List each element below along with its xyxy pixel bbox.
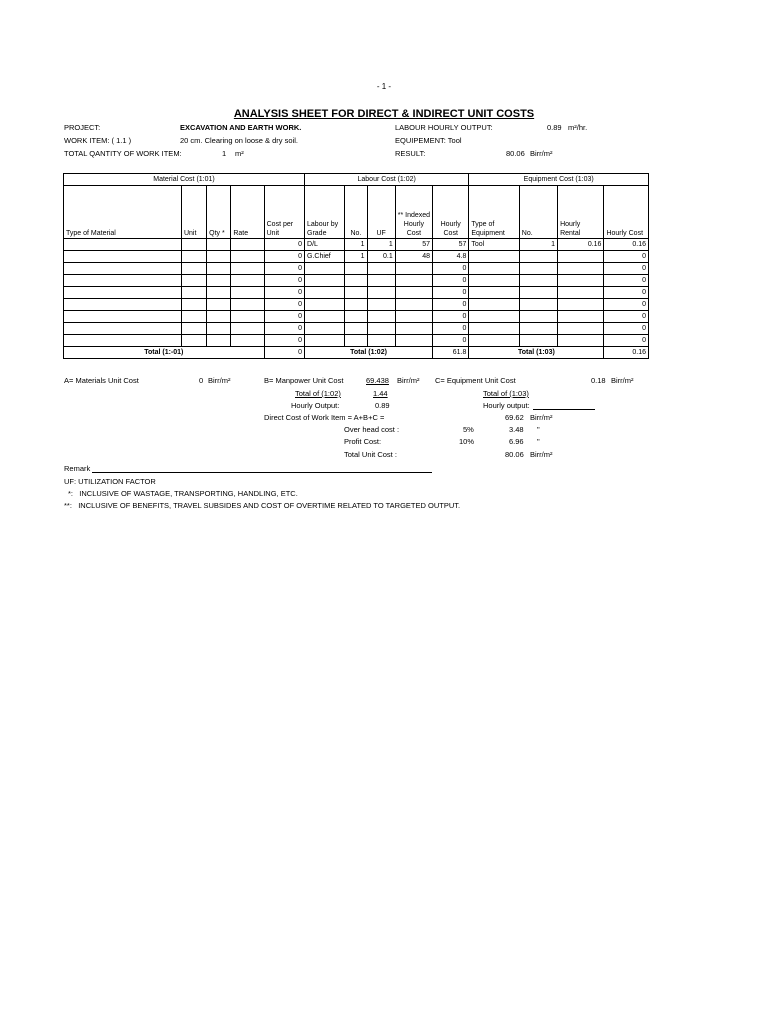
uf-cell [367,323,395,335]
labour-total-value: 61.8 [433,347,469,359]
labour-no-cell [345,323,367,335]
equipment-type-cell [469,263,519,275]
unit-cell [181,251,206,263]
unit-cell [181,287,206,299]
labour-grade-cell [305,287,345,299]
qty-cell [207,311,231,323]
labour-grade-cell [305,299,345,311]
project-value: EXCAVATION AND EARTH WORK. [180,123,302,132]
labour-output-value: 0.89 [547,123,562,132]
cost-per-unit-cell: 0 [264,275,304,287]
direct-cost-unit: Birr/m² [530,413,553,422]
hourly-rental-cell [558,251,604,263]
material-cell [64,275,182,287]
cost-per-unit-cell: 0 [264,299,304,311]
cost-per-unit-cell: 0 [264,335,304,347]
indexed-hourly-cost-cell [395,323,432,335]
unit-cell [181,275,206,287]
material-cell [64,263,182,275]
col-type-of-material: Type of Material [64,186,182,239]
labour-grade-cell [305,275,345,287]
col-hourly-rental: Hourly Rental [558,186,604,239]
direct-cost-label: Direct Cost of Work Item = A+B+C = [264,413,385,422]
table-row [64,275,649,287]
col-equipment-hourly-cost: Hourly Cost [604,186,649,239]
page-number: - 1 - [376,82,392,91]
unit-cell [181,323,206,335]
equipment-cost-section: Equipment Cost (1:03) [469,174,649,186]
col-rate: Rate [231,186,264,239]
result-label: RESULT: [395,149,426,158]
total-103-label: Total of (1:03) [483,389,529,398]
hourly-cost-cell: 0 [433,287,469,299]
hourly-cost-cell: 0 [433,299,469,311]
b-value: 69.438 [366,376,389,385]
section-header-row [64,174,649,186]
a-label: A= Materials Unit Cost [64,376,139,385]
indexed-hourly-cost-cell: 57 [395,239,432,251]
hourly-rental-cell: 0.16 [558,239,604,251]
a-value: 0 [199,376,204,385]
equipment-hourly-cost-cell: 0 [604,299,649,311]
equipment-hourly-cost-cell: 0 [604,287,649,299]
equipment-no-cell [519,335,557,347]
rate-cell [231,299,264,311]
note-2-key: **: [64,501,72,510]
profit-label: Profit Cost: [344,437,382,446]
table-row [64,263,649,275]
direct-cost-value: 69.62 [505,413,524,422]
equipment-no-cell [519,251,557,263]
hourly-output-blank-line [533,402,595,410]
hourly-cost-cell: 4.8 [433,251,469,263]
qty-cell [207,239,231,251]
qty-cell [207,263,231,275]
table-row [64,287,649,299]
rate-cell [231,239,264,251]
equipment-type-cell [469,275,519,287]
rate-cell [231,251,264,263]
hourly-cost-cell: 0 [433,263,469,275]
hourly-output-label: Hourly Output: [291,401,340,410]
table-body [64,239,649,347]
total-qty-label: TOTAL QANTITY OF WORK ITEM: [64,149,182,158]
equipment-no-cell [519,275,557,287]
labour-total-label: Total (1:02) [305,347,433,359]
hourly-cost-cell: 0 [433,275,469,287]
overhead-value: 3.48 [509,425,524,434]
hourly-rental-cell [558,323,604,335]
equipment-total-value: 0.16 [604,347,649,359]
col-uf: UF [367,186,395,239]
rate-cell [231,311,264,323]
uf-cell [367,311,395,323]
overhead-label: Over head cost : [344,425,400,434]
material-cost-section: Material Cost (1:01) [64,174,305,186]
cost-per-unit-cell: 0 [264,323,304,335]
indexed-hourly-cost-cell [395,275,432,287]
total-qty-value: 1 [222,149,227,158]
equipment-type-cell [469,335,519,347]
title-text: ANALYSIS SHEET FOR DIRECT & INDIRECT UNIT COSTS [233,108,535,120]
total-102-value: 1.44 [373,389,388,398]
labour-cost-section: Labour Cost (1:02) [305,174,469,186]
material-cell [64,251,182,263]
equipment-hourly-cost-cell: 0 [604,311,649,323]
equipment-hourly-cost-cell: 0 [604,323,649,335]
qty-cell [207,287,231,299]
qty-cell [207,335,231,347]
uf-cell [367,335,395,347]
col-no: No. [345,186,367,239]
note-2 [64,501,460,510]
equipment-no-cell [519,263,557,275]
col-equipment-no: No. [519,186,557,239]
page-title [0,108,768,120]
labour-no-cell: 1 [345,239,367,251]
labour-output-label: LABOUR HOURLY OUTPUT: [395,123,493,132]
equipment-type-cell [469,311,519,323]
equipment-type-cell: Tool [469,239,519,251]
b-unit: Birr/m² [397,376,420,385]
unit-cell [181,239,206,251]
labour-grade-cell [305,311,345,323]
hourly-cost-cell: 57 [433,239,469,251]
cost-per-unit-cell: 0 [264,287,304,299]
unit-cell [181,335,206,347]
equipment-no-cell: 1 [519,239,557,251]
hourly-rental-cell [558,275,604,287]
table-row [64,239,649,251]
labour-no-cell [345,311,367,323]
uf-cell [367,263,395,275]
equipment-hourly-cost-cell: 0 [604,263,649,275]
col-indexed-hourly-cost: ** Indexed Hourly Cost [395,186,432,239]
cost-per-unit-cell: 0 [264,311,304,323]
rate-cell [231,275,264,287]
a-unit: Birr/m² [208,376,231,385]
equipment-type-cell [469,299,519,311]
labour-no-cell [345,299,367,311]
rate-cell [231,323,264,335]
equipment-no-cell [519,323,557,335]
hourly-rental-cell [558,299,604,311]
table-row [64,335,649,347]
indexed-hourly-cost-cell: 48 [395,251,432,263]
labour-grade-cell: D/L [305,239,345,251]
column-header-row [64,186,649,239]
b-label: B= Manpower Unit Cost [264,376,344,385]
labour-output-unit: m²/hr. [568,123,588,132]
material-total-label: Total (1:-01) [64,347,265,359]
note-2-text: INCLUSIVE OF BENEFITS, TRAVEL SUBSIDES AND COST OF OVERTIME RELATED TO TARGETED OUTPUT. [78,501,461,510]
labour-no-cell: 1 [345,251,367,263]
work-item-label: WORK ITEM: ( 1.1 ) [64,136,132,145]
cost-analysis-table [63,173,649,359]
note-1 [68,489,298,498]
equipment-type-cell [469,287,519,299]
col-qty: Qty * [207,186,231,239]
col-type-of-equipment: Type of Equipment [469,186,519,239]
remark-line [92,465,432,473]
total-unit-unit: Birr/m² [530,450,553,459]
hourly-rental-cell [558,311,604,323]
work-item-value: 20 cm. Clearing on loose & dry soil. [180,136,298,145]
qty-cell [207,323,231,335]
labour-grade-cell [305,335,345,347]
uf-cell [367,299,395,311]
profit-unit: " [537,437,540,446]
equipment-hourly-cost-cell: 0 [604,251,649,263]
hourly-cost-cell: 0 [433,311,469,323]
equipment-hourly-cost-cell: 0 [604,335,649,347]
uf-cell: 0.1 [367,251,395,263]
hourly-cost-cell: 0 [433,335,469,347]
labour-no-cell [345,287,367,299]
uf-note: UF: UTILIZATION FACTOR [64,477,156,486]
hourly-output-2 [483,401,595,410]
total-qty-unit: m² [235,149,244,158]
col-cost-per-unit: Cost per Unit [264,186,304,239]
qty-cell [207,251,231,263]
hourly-rental-cell [558,263,604,275]
total-unit-label: Total Unit Cost : [344,450,397,459]
project-label: PROJECT: [64,123,101,132]
material-cell [64,299,182,311]
indexed-hourly-cost-cell [395,263,432,275]
equipment-hourly-cost-cell: 0.16 [604,239,649,251]
uf-cell [367,275,395,287]
material-cell [64,311,182,323]
total-102-label: Total of (1:02) [295,389,341,398]
equipment-label: EQUIPEMENT: Tool [395,136,462,145]
indexed-hourly-cost-cell [395,287,432,299]
equipment-hourly-cost-cell: 0 [604,275,649,287]
labour-no-cell [345,275,367,287]
cost-per-unit-cell: 0 [264,263,304,275]
equipment-type-cell [469,323,519,335]
equipment-type-cell [469,251,519,263]
material-cell [64,323,182,335]
overhead-pct: 5% [463,425,474,434]
hourly-cost-cell: 0 [433,323,469,335]
col-labour-by-grade: Labour by Grade [305,186,345,239]
note-1-text: INCLUSIVE OF WASTAGE, TRANSPORTING, HANDLING, ETC. [79,489,298,498]
material-cell [64,239,182,251]
hourly-output-2-label: Hourly output: [483,401,530,410]
c-unit: Birr/m² [611,376,634,385]
col-hourly-cost: Hourly Cost [433,186,469,239]
table-row [64,311,649,323]
overhead-unit: " [537,425,540,434]
cost-per-unit-cell: 0 [264,251,304,263]
equipment-no-cell [519,287,557,299]
uf-cell [367,287,395,299]
rate-cell [231,287,264,299]
uf-cell: 1 [367,239,395,251]
table-row [64,299,649,311]
unit-cell [181,299,206,311]
labour-no-cell [345,335,367,347]
labour-grade-cell: G.Chief [305,251,345,263]
table-row [64,251,649,263]
cost-per-unit-cell: 0 [264,239,304,251]
hourly-output-value: 0.89 [375,401,390,410]
labour-grade-cell [305,323,345,335]
equipment-no-cell [519,299,557,311]
equipment-total-label: Total (1:03) [469,347,604,359]
unit-cell [181,263,206,275]
indexed-hourly-cost-cell [395,335,432,347]
equipment-no-cell [519,311,557,323]
col-unit: Unit [181,186,206,239]
material-cell [64,287,182,299]
qty-cell [207,299,231,311]
material-cell [64,335,182,347]
hourly-rental-cell [558,335,604,347]
c-label: C= Equipment Unit Cost [435,376,516,385]
profit-value: 6.96 [509,437,524,446]
unit-cell [181,311,206,323]
total-unit-value: 80.06 [505,450,524,459]
note-1-key: *: [68,489,74,498]
remark [64,464,432,473]
labour-no-cell [345,263,367,275]
remark-label: Remark [64,464,91,473]
table-row [64,323,649,335]
totals-row [64,347,649,359]
hourly-rental-cell [558,287,604,299]
rate-cell [231,263,264,275]
indexed-hourly-cost-cell [395,299,432,311]
result-value: 80.06 [506,149,525,158]
indexed-hourly-cost-cell [395,311,432,323]
result-unit: Birr/m² [530,149,553,158]
qty-cell [207,275,231,287]
c-value: 0.18 [591,376,606,385]
labour-grade-cell [305,263,345,275]
rate-cell [231,335,264,347]
material-total-value: 0 [264,347,304,359]
profit-pct: 10% [459,437,475,446]
